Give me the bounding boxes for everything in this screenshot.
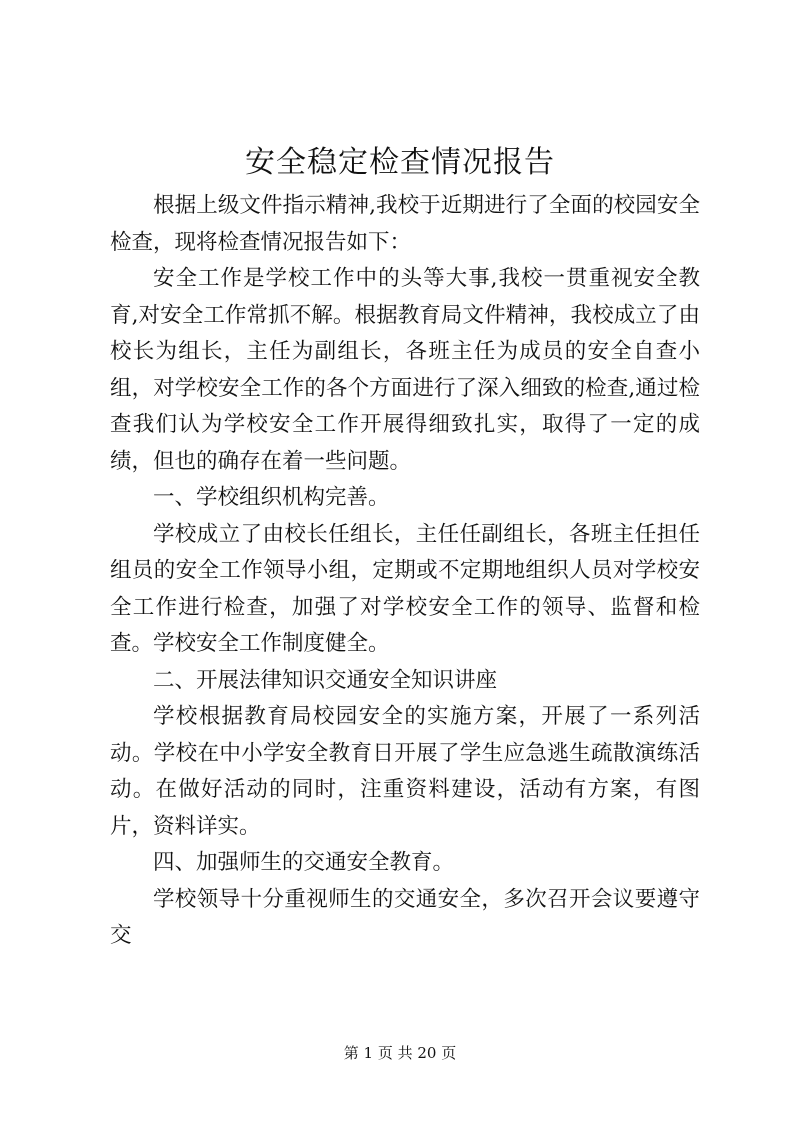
document-body xyxy=(110,188,700,955)
paragraph: 安全工作是学校工作中的头等大事,我校一贯重视安全教育,对安全工作常抓不解。根据教育局文件精神，我校成立了由校长为组长，主任为副组长，各班主任为成员的安全自查小组，对学校安全工作的各个方面进行了深入细致的检查,通过检查我们认为学校安全工作开展得细致扎实，取得了一定的成绩，但也的确存在着一些问题。 xyxy=(110,266,700,474)
paragraph: 学校成立了由校长任组长，主任任副组长，各班主任担任组员的安全工作领导小组，定期或不定期地组织人员对学校安全工作进行检查，加强了对学校安全工作的领导、监督和检查。学校安全工作制度健全。 xyxy=(110,521,700,656)
page-footer: 第 1 页 共 20 页 xyxy=(343,1044,457,1062)
document-title: 安全稳定检查情况报告 xyxy=(245,145,555,180)
paragraph: 根据上级文件指示精神,我校于近期进行了全面的校园安全检查，现将检查情况报告如下： xyxy=(110,193,700,255)
section-heading: 一、学校组织机构完善。 xyxy=(153,485,390,510)
section-heading: 四、加强师生的交通安全教育。 xyxy=(153,850,455,875)
section-heading: 二、开展法律知识交通安全知识讲座 xyxy=(153,667,498,693)
paragraph: 学校根据教育局校园安全的实施方案，开展了一系列活动。学校在中小学安全教育日开展了学生应急逃生疏散演练活动。在做好活动的同时，注重资料建设，活动有方案，有图片，资料详实。 xyxy=(110,704,700,839)
paragraph: 学校领导十分重视师生的交通安全，多次召开会议要遵守交 xyxy=(110,886,700,948)
